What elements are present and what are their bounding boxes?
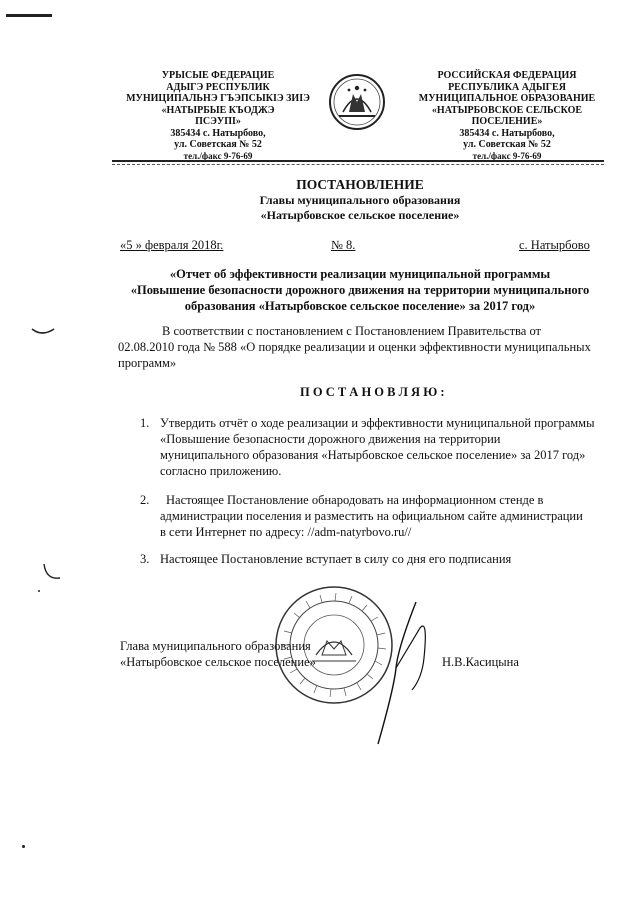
- header-right-line: ПОСЕЛЕНИЕ»: [471, 116, 543, 127]
- subject-line: «Повышение безопасности дорожного движения на территории муниципального: [130, 283, 590, 297]
- preamble-line: 02.08.2010 года № 588 «О порядке реализации и оценки эффективности муниципальных: [118, 340, 591, 354]
- header-right-line: РОССИЙСКАЯ ФЕДЕРАЦИЯ: [437, 70, 577, 81]
- header-left-line: АДЫГЭ РЕСПУБЛИК: [166, 81, 270, 93]
- list-item-number: 1.: [140, 416, 150, 430]
- preamble-line: В соответствии с постановлением с Постановлением Правительства от: [162, 324, 542, 338]
- list-item-number: 3.: [140, 552, 150, 566]
- document-type: ПОСТАНОВЛЕНИЕ: [296, 177, 424, 192]
- header-left-line: тел./факс 9-76-69: [183, 150, 253, 161]
- list-item-line: администрации поселения и разместить на официальном сайте администрации: [160, 509, 583, 523]
- list-item-line: Настоящее Постановление обнародовать на информационном стенде в: [166, 493, 544, 507]
- header-right-line: «НАТЫРБОВСКОЕ СЕЛЬСКОЕ: [431, 104, 583, 116]
- header-left-line: ул. Советская № 52: [174, 139, 262, 150]
- list-item: [140, 492, 620, 540]
- document-number: № 8.: [331, 238, 356, 252]
- preamble: [118, 323, 618, 371]
- list-item-line: Утвердить отчёт о ходе реализации и эффективности муниципальной программы: [160, 416, 595, 430]
- header-divider: [112, 160, 604, 162]
- document-place: с. Натырбово: [519, 238, 590, 252]
- subject-line: образования «Натырбовское сельское поселение» за 2017 год»: [184, 299, 536, 313]
- scan-mark: [40, 562, 62, 584]
- header-left-line: МУНИЦИПАЛЬНЭ ГЪЭПСЫКIЭ ЗИIЭ: [126, 93, 310, 104]
- list-item: [140, 551, 620, 567]
- header-left-line: ПСЭУПI»: [195, 116, 241, 127]
- signatory-name: Н.В.Касицына: [442, 655, 519, 669]
- list-item-line: Настоящее Постановление вступает в силу со дня его подписания: [160, 552, 512, 566]
- document-subject: [110, 266, 610, 314]
- list-item: [140, 415, 620, 479]
- preamble-line: программ»: [118, 356, 177, 370]
- header-divider: [112, 164, 604, 165]
- header-right-line: тел./факс 9-76-69: [472, 150, 542, 161]
- list-item-line: «Повышение безопасности дорожного движения на территории: [160, 432, 501, 446]
- list-item-number: 2.: [140, 493, 150, 507]
- scan-mark: [22, 845, 25, 848]
- header-right-line: ул. Советская № 52: [463, 139, 551, 150]
- list-item-line: согласно приложению.: [160, 464, 282, 478]
- header-left-line: 385434 с. Натырбово,: [170, 127, 266, 139]
- decree-heading: П О С Т А Н О В Л Я Ю :: [300, 385, 445, 399]
- header-left: [118, 70, 318, 162]
- handwritten-signature: [368, 598, 438, 748]
- header-left-line: «НАТЫРБЫЕ КЪОДЖЭ: [161, 104, 275, 116]
- scan-mark: [6, 14, 52, 17]
- list-item-line: в сети Интернет по адресу: //adm-natyrbovo.ru//: [160, 525, 412, 539]
- scan-mark: [30, 325, 56, 339]
- signatory-title-line2: «Натырбовское сельское поселение»: [120, 655, 316, 669]
- document-municipality: «Натырбовское сельское поселение»: [260, 208, 460, 222]
- header-right: [402, 70, 612, 162]
- header-right-line: МУНИЦИПАЛЬНОЕ ОБРАЗОВАНИЕ: [418, 93, 596, 104]
- subject-line: «Отчет об эффективности реализации муниципальной программы: [169, 267, 551, 281]
- scan-mark: [38, 590, 40, 592]
- header-left-line: УРЫСЫЕ ФЕДЕРАЦИЕ: [161, 70, 275, 81]
- adygea-emblem-icon: [327, 72, 387, 132]
- signatory-title-line1: Глава муниципального образования: [120, 639, 311, 653]
- document-date: «5 » февраля 2018г.: [120, 238, 224, 252]
- document-issuer: Главы муниципального образования: [259, 193, 461, 207]
- header-right-line: 385434 с. Натырбово,: [459, 127, 555, 139]
- header-right-line: РЕСПУБЛИКА АДЫГЕЯ: [448, 81, 566, 93]
- list-item-line: муниципального образования «Натырбовское сельское поселение» за 2017 год»: [160, 448, 586, 462]
